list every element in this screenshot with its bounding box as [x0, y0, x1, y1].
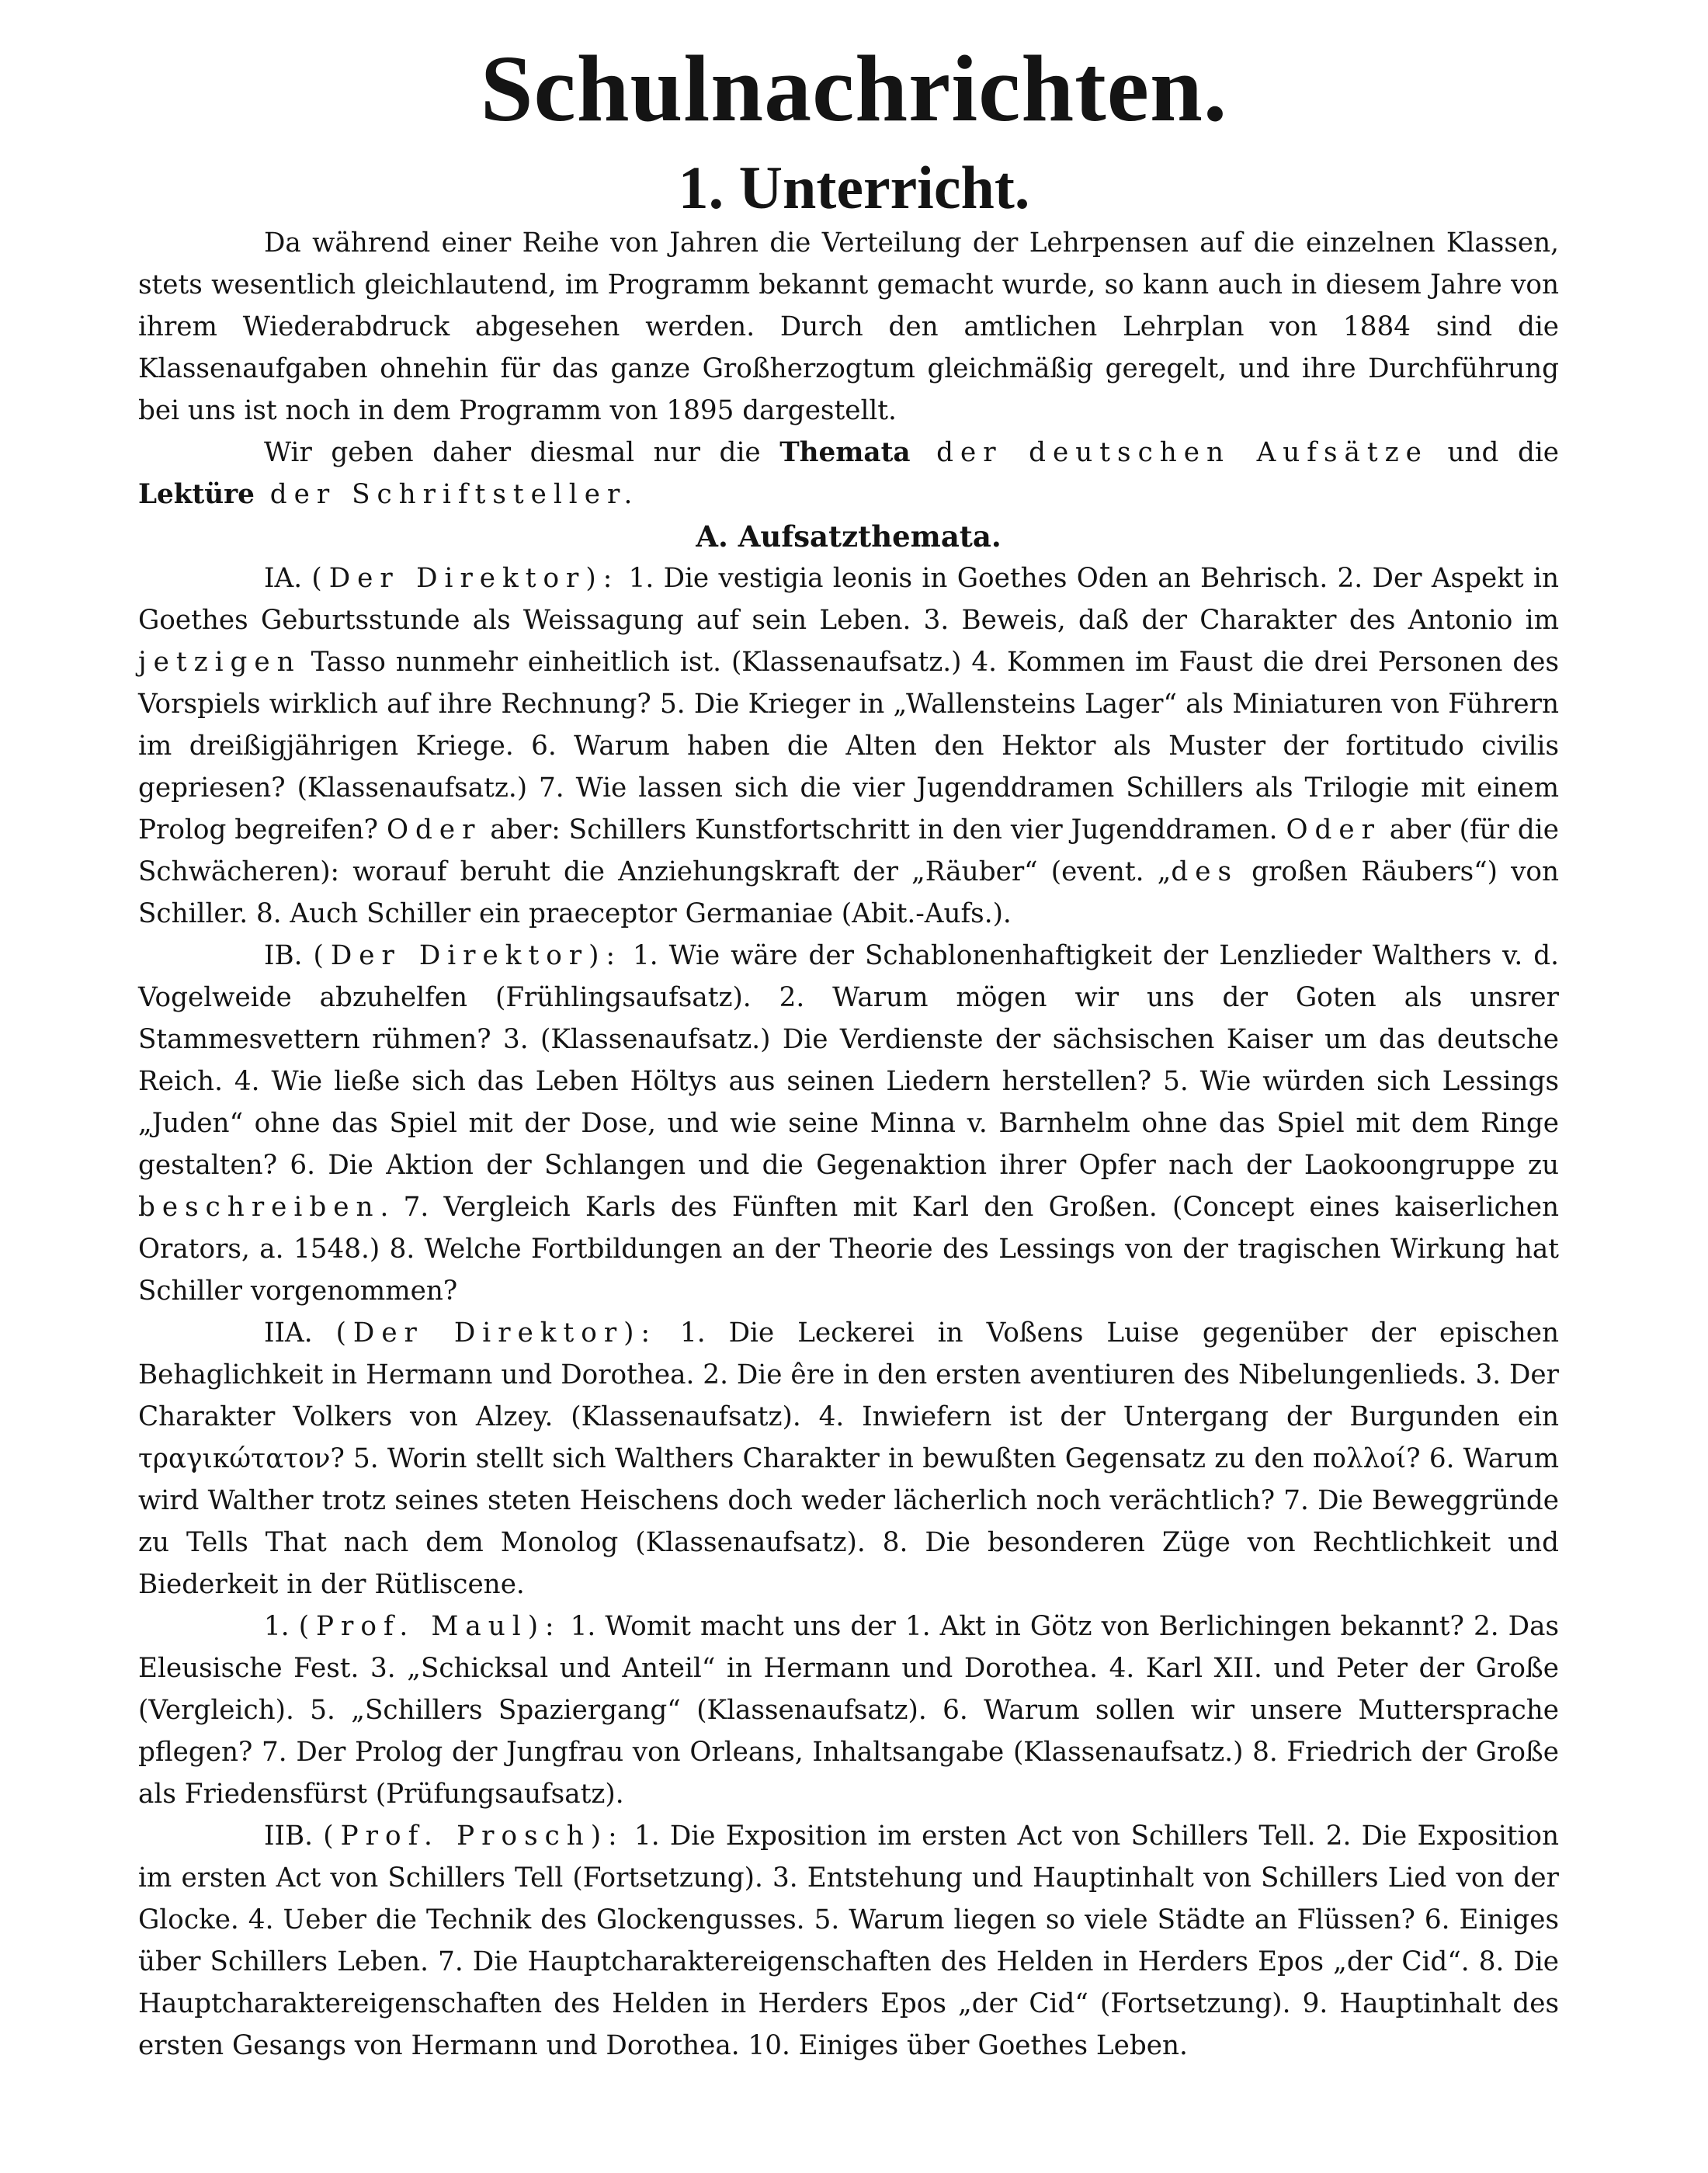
spaced-text: jetzigen: [138, 647, 301, 678]
text-run: aber (für die Schwächeren): worauf beruht die Anziehungskraft der „Räuber“ (event. „: [138, 814, 1559, 887]
teacher-label: (Der Direktor):: [311, 563, 620, 594]
spaced-text: Oder: [1286, 814, 1381, 845]
text-run: 1. Die vestigia leonis in Goethes Oden an Behrisch. 2. Der Aspekt in Goethes Geburtsstunde als Weissagung auf sein Leben. 3. Beweis, daß der Charakter des Antonio im: [138, 563, 1559, 636]
text-run: Tasso nunmehr einheitlich ist. (Klassenaufsatz.) 4. Kommen im Faust die drei Personen des Vorspiels wirklich auf ihre Rechnung? 5. Die Krieger in „Wallensteins Lager“ als Miniaturen von Führern im dreißigjährigen Kriege. 6. Warum haben die Alten den Hektor als Muster der fortitudo civilis gepriesen? (Klassenaufsatz.) 7. Wie lassen sich die vier Jugenddramen Schillers als Trilogie mit einem Prolog begreifen?: [138, 647, 1559, 845]
spaced-text: Oder: [386, 814, 482, 845]
class-label: 1.: [264, 1611, 290, 1642]
intro-paragraph-2: [138, 432, 1559, 515]
document-body: [138, 222, 1559, 2067]
spaced-text: der deutschen Aufsätze: [910, 437, 1429, 468]
teacher-label: (Prof. Maul):: [298, 1611, 561, 1642]
class-label: IIB.: [264, 1821, 313, 1852]
class-label: IA.: [264, 563, 303, 594]
emphasis-lektuere: Lektüre: [138, 479, 255, 510]
entry-ia: [138, 557, 1559, 935]
intro-paragraph: Da während einer Reihe von Jahren die Verteilung der Lehrpensen auf die einzelnen Klassen, stets wesentlich gleichlautend, im Programm bekannt gemacht wurde, so kann auch in diesem Jahre von ihrem Wiederabdruck abgesehen werden. Durch den amtlichen Lehrplan von 1884 sind die Klassenaufgaben ohnehin für das ganze Großherzogtum gleichmäßig geregelt, und ihre Durchführung bei uns ist noch in dem Programm von 1895 dargestellt.: [138, 227, 1559, 426]
page-title: Schulnachrichten.: [480, 36, 1228, 141]
class-label: IIA.: [264, 1317, 313, 1349]
spaced-text: des: [1171, 856, 1239, 887]
text-run: 1. Womit macht uns der 1. Akt in Götz von Berlichingen bekannt? 2. Das Eleusische Fest. 3. „Schicksal und Anteil“ in Hermann und Dorothea. 4. Karl XII. und Peter der Große (Vergleich). 5. „Schillers Spaziergang“ (Klassenaufsatz). 6. Warum sollen wir unsere Muttersprache pflegen? 7. Der Prolog der Jungfrau von Orleans, Inhaltsangabe (Klassenaufsatz.) 8. Friedrich der Große als Friedensfürst (Prüfungsaufsatz).: [138, 1611, 1559, 1810]
teacher-label: (Prof. Prosch):: [323, 1821, 624, 1852]
teacher-label: (Der Direktor):: [335, 1317, 658, 1349]
emphasis-themata: Themata: [779, 437, 911, 468]
text-run: und die: [1428, 437, 1560, 468]
section-title: 1. Unterricht.: [678, 154, 1030, 221]
text-run: 1. Wie wäre der Schablonenhaftigkeit der Lenzlieder Walthers v. d. Vogelweide abzuhelfen (Frühlingsaufsatz). 2. Warum mögen wir uns der Goten als unsrer Stammesvettern rühmen? 3. (Klassenaufsatz.) Die Verdienste der sächsischen Kaiser um das deutsche Reich. 4. Wie ließe sich das Leben Höltys aus seinen Liedern herstellen? 5. Wie würden sich Lessings „Juden“ ohne das Spiel mit der Dose, und wie seine Minna v. Barnhelm ohne das Spiel mit dem Ringe gestalten? 6. Die Aktion der Schlangen und die Gegenaktion ihrer Opfer nach der Laokoongruppe zu: [138, 940, 1559, 1181]
text-run: 1. Die Leckerei in Voßens Luise gegenüber der epischen Behaglichkeit in Hermann und Dorothea. 2. Die êre in den ersten aventiuren des Nibelungenlieds. 3. Der Charakter Volkers von Alzey. (Klassenaufsatz). 4. Inwiefern ist der Untergang der Burgunden ein τραγικώτατον? 5. Worin stellt sich Walthers Charakter in bewußten Gegensatz zu den πολλοί? 6. Warum wird Walther trotz seines steten Heischens doch weder lächerlich noch verächtlich? 7. Die Beweggründe zu Tells That nach dem Monolog (Klassenaufsatz). 8. Die besonderen Züge von Rechtlichkeit und Biederkeit in der Rütliscene.: [138, 1317, 1559, 1600]
section-heading: A. Aufsatzthemata.: [696, 519, 1002, 554]
text-run: Wir geben daher diesmal nur die: [264, 437, 780, 468]
entry-iib: [138, 1815, 1559, 2067]
text-run: . 7. Vergleich Karls des Fünften mit Karl den Großen. (Concept eines kaiserlichen Orators, a. 1548.) 8. Welche Fortbildungen an der Theorie des Lessings von der tragischen Wirkung hat Schiller vorgenommen?: [138, 1192, 1559, 1307]
class-label: IB.: [264, 940, 303, 971]
text-run: aber: Schillers Kunstfortschritt in den vier Jugenddramen.: [481, 814, 1286, 845]
entry-iia-2: [138, 1605, 1559, 1815]
entry-iia: [138, 1312, 1559, 1605]
spaced-text: beschreiben: [138, 1192, 380, 1223]
spaced-text: der Schriftsteller.: [254, 479, 640, 510]
teacher-label: (Der Direktor):: [313, 940, 622, 971]
text-run: großen Räubers“) von Schiller. 8. Auch Schiller ein praeceptor Germaniae (Abit.-Aufs.).: [138, 856, 1559, 929]
text-run: 1. Die Exposition im ersten Act von Schillers Tell. 2. Die Exposition im ersten Act von Schillers Tell (Fortsetzung). 3. Entstehung und Hauptinhalt von Schillers Lied von der Glocke. 4. Ueber die Technik des Glockengusses. 5. Warum liegen so viele Städte an Flüssen? 6. Einiges über Schillers Leben. 7. Die Hauptcharaktereigenschaften des Helden in Herders Epos „der Cid“. 8. Die Hauptcharaktereigenschaften des Helden in Herders Epos „der Cid“ (Fortsetzung). 9. Hauptinhalt des ersten Gesangs von Hermann und Dorothea. 10. Einiges über Goethes Leben.: [138, 1821, 1559, 2061]
entry-ib: [138, 935, 1559, 1312]
